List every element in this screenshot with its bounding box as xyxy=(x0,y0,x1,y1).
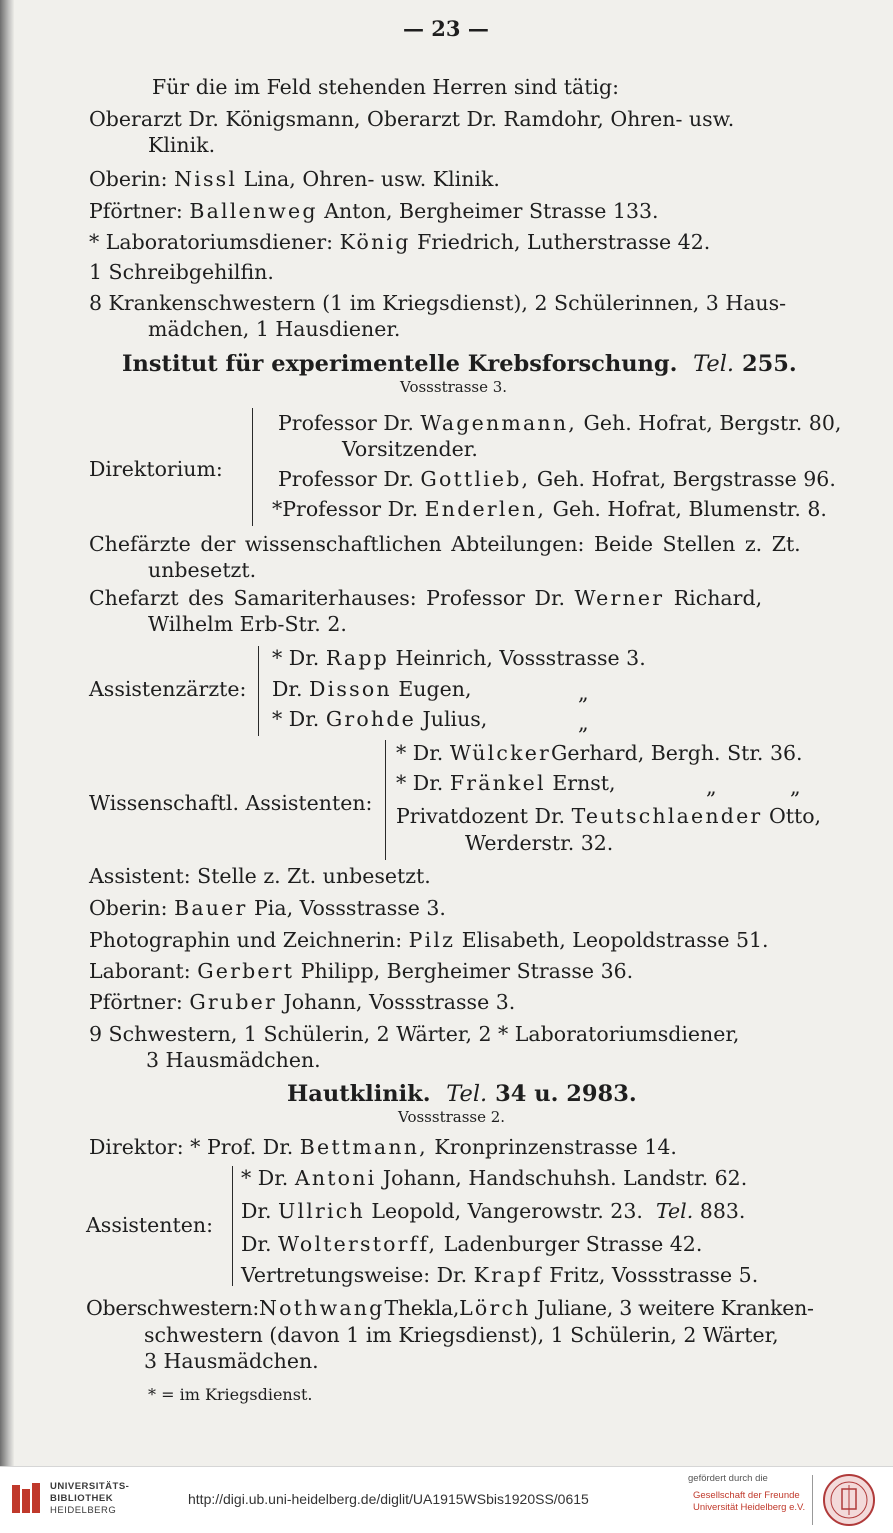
wiss-assistent-1: * Dr. WülckerGerhard, Bergh. Str. 36. xyxy=(396,741,803,765)
ohren-line-2: Klinik. xyxy=(148,133,216,157)
sponsor-name: Gesellschaft der Freunde Universität Heidelberg e.V. xyxy=(693,1490,806,1513)
library-name: UNIVERSITÄTS- BIBLIOTHEK HEIDELBERG xyxy=(50,1481,130,1516)
footer-divider xyxy=(812,1475,813,1525)
ditto-mark: „ xyxy=(790,775,801,799)
haut-assistent-4: Vertretungsweise: Dr. Krapf Fritz, Vossstrasse 5. xyxy=(241,1263,759,1287)
haut-assistent-2: Dr. Ullrich Leopold, Vangerowstr. 23. Tel. 883. xyxy=(241,1199,746,1223)
wiss-assistent-3: Privatdozent Dr. Teutschlaender Otto, xyxy=(396,804,822,828)
direktor-1: Professor Dr. Wagenmann, Geh. Hofrat, Bergstr. 80, xyxy=(278,411,842,435)
haut-assistenten-brace xyxy=(232,1166,233,1286)
direktor-1-line2: Vorsitzender. xyxy=(342,437,478,461)
haut-oberschwestern-2: schwestern (davon 1 im Kriegsdienst), 1 Schülerin, 2 Wärter, xyxy=(144,1323,779,1347)
ohren-oberin: Oberin: Nissl Lina, Ohren- usw. Klinik. xyxy=(89,167,500,191)
wiss-assistenten-label: Wissenschaftl. Assistenten: xyxy=(89,791,373,815)
direktor-2: Professor Dr. Gottlieb, Geh. Hofrat, Bergstrasse 96. xyxy=(278,467,836,491)
ditto-mark: „ xyxy=(706,775,717,799)
assistenzarzt-1: * Dr. Rapp Heinrich, Vossstrasse 3. xyxy=(272,646,646,670)
haut-assistent-1: * Dr. Antoni Johann, Handschuhsh. Landstr. 62. xyxy=(241,1166,748,1190)
krebs-pfoertner: Pförtner: Gruber Johann, Vossstrasse 3. xyxy=(89,990,516,1014)
direktor-3: *Professor Dr. Enderlen, Geh. Hofrat, Blumenstr. 8. xyxy=(272,497,827,521)
krebs-heading: Institut für experimentelle Krebsforschung. Tel. 255. xyxy=(122,351,797,377)
university-library-logo-icon xyxy=(8,1479,48,1519)
haut-oberschwestern-3: 3 Hausmädchen. xyxy=(144,1349,319,1373)
permalink-url[interactable]: http://digi.ub.uni-heidelberg.de/diglit/UA1915WSbis1920SS/0615 xyxy=(188,1491,589,1507)
viewer-footer xyxy=(0,1466,893,1533)
assistenzaerzte-brace xyxy=(258,646,259,736)
intro-line: Für die im Feld stehenden Herren sind tätig: xyxy=(152,75,620,99)
wiss-assistenten-brace xyxy=(385,740,386,860)
assistenzaerzte-label: Assistenzärzte: xyxy=(89,677,247,701)
assistent-line: Assistent: Stelle z. Zt. unbesetzt. xyxy=(89,864,431,888)
chefaerzte-line-1: Chefärzte der wissenschaftlichen Abteilungen: Beide Stellen z. Zt. xyxy=(89,532,801,556)
krebs-schwestern-1: 9 Schwestern, 1 Schülerin, 2 Wärter, 2 * Laboratoriumsdiener, xyxy=(89,1022,740,1046)
wiss-assistent-2: * Dr. Fränkel Ernst, xyxy=(396,771,616,795)
ditto-mark: „ xyxy=(578,681,589,705)
ohren-kranken-2: mädchen, 1 Hausdiener. xyxy=(148,317,401,341)
direktorium-label: Direktorium: xyxy=(89,457,223,481)
assistenzarzt-2: Dr. Disson Eugen, xyxy=(272,677,472,701)
haut-heading: Hautklinik. Tel. 34 u. 2983. xyxy=(287,1081,637,1107)
university-seal-icon xyxy=(822,1473,876,1527)
krebs-address: Vossstrasse 3. xyxy=(400,378,508,396)
ditto-mark: „ xyxy=(578,711,589,735)
assistenzarzt-3: * Dr. Grohde Julius, xyxy=(272,707,488,731)
krebs-schwestern-2: 3 Hausmädchen. xyxy=(146,1048,321,1072)
haut-oberschwestern-1: Oberschwestern:NothwangThekla,Lörch Juliane, 3 weitere Kranken- xyxy=(86,1296,814,1320)
footnote: * = im Kriegsdienst. xyxy=(148,1385,313,1404)
photographin: Photographin und Zeichnerin: Pilz Elisabeth, Leopoldstrasse 51. xyxy=(89,928,769,952)
haut-assistent-3: Dr. Wolterstorff, Ladenburger Strasse 42. xyxy=(241,1232,703,1256)
haut-assistenten-label: Assistenten: xyxy=(86,1213,213,1237)
ohren-pfoertner: Pförtner: Ballenweg Anton, Bergheimer Strasse 133. xyxy=(89,199,659,223)
ohren-line-1: Oberarzt Dr. Königsmann, Oberarzt Dr. Ramdohr, Ohren- usw. xyxy=(89,107,735,131)
laborant: Laborant: Gerbert Philipp, Bergheimer Strasse 36. xyxy=(89,959,634,983)
haut-address: Vossstrasse 2. xyxy=(398,1108,506,1126)
page-edge-shadow xyxy=(0,0,14,1466)
chefarzt-samariter: Chefarzt des Samariterhauses: Professor Dr. Werner Richard, xyxy=(89,586,763,610)
direktorium-brace xyxy=(252,408,253,526)
ohren-labordiener: * Laboratoriumsdiener: König Friedrich, Lutherstrasse 42. xyxy=(89,230,711,254)
chefarzt-samariter-line2: Wilhelm Erb-Str. 2. xyxy=(148,612,347,636)
ohren-schreibgehilfin: 1 Schreibgehilfin. xyxy=(89,260,274,284)
haut-direktor: Direktor: * Prof. Dr. Bettmann, Kronprinzenstrasse 14. xyxy=(89,1135,677,1159)
ohren-kranken-1: 8 Krankenschwestern (1 im Kriegsdienst), 2 Schülerinnen, 3 Haus- xyxy=(89,291,787,315)
wiss-assistent-3-line2: Werderstr. 32. xyxy=(465,831,614,855)
sponsor-label: gefördert durch die xyxy=(688,1473,768,1484)
krebs-oberin: Oberin: Bauer Pia, Vossstrasse 3. xyxy=(89,896,446,920)
page-number: — 23 — xyxy=(403,16,489,41)
chefaerzte-line-2: unbesetzt. xyxy=(148,558,257,582)
